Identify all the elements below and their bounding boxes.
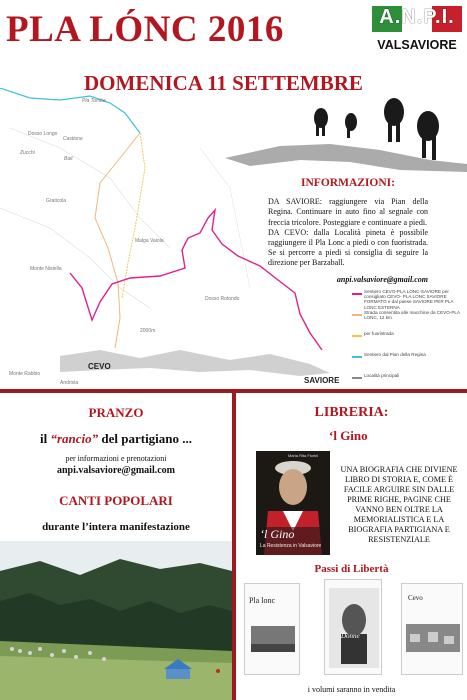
directions-saviore: DA SAVIORE: raggiungere via Pian della Regina. Continuare in auto fino al segnale con freccia tricolore. Posteggiare e continuare a piedi. <box>268 197 428 227</box>
legend-item <box>352 373 464 388</box>
contact-email[interactable]: anpi.valsaviore@gmail.com <box>336 274 428 284</box>
meadow-photo <box>0 541 232 700</box>
route-cars <box>95 133 140 348</box>
legend-item <box>352 289 464 310</box>
pranzo-title: PRANZO <box>88 405 144 420</box>
biography-description: UNA BIOGRAFIA CHE DIVIENE LIBRO DI STORIA E, COME È FACILE ARGUIRE SIN DALLE PRIME RIGHE, PAGINE CHE VANNO BEN OLTRE LA MEMORIALISTICA E LA BIOGRAFIA PARTIGIANA E RESISTENZIALE <box>340 465 458 544</box>
map-label: Pla Tombe <box>82 98 106 104</box>
book-cover-gino <box>256 451 330 555</box>
durante-text: durante l’intera manifestazione <box>42 521 190 533</box>
legend-label: Sentiero dal Pian della Regina <box>364 352 426 357</box>
map-label: Graticola <box>46 198 67 204</box>
book-author: Maria Rita Fiorini <box>288 453 319 458</box>
town-cevo: CEVO <box>88 362 111 371</box>
book-cover-donne <box>324 579 382 675</box>
gino-title: ‘l Gino <box>329 428 368 443</box>
legend-item <box>352 352 464 367</box>
pranzo-section <box>0 393 232 700</box>
anpi-logo-text: A.N.P.I. <box>379 6 455 28</box>
book-title: Pla lonc <box>249 596 275 605</box>
legend-label: Sentiero CEVO-PLA LONC-SAVIORE per consigliato CEVO- PLA LONC SAVIORE FORMATO e dal paese SAVIORE PER PLA LONC ESTERNA <box>364 289 454 310</box>
book-title: Cevo <box>408 594 423 602</box>
book-title: Donne <box>341 632 360 640</box>
informazioni-block <box>268 178 428 285</box>
prenotazioni-text: per informazioni e prenotazioni <box>65 454 167 463</box>
map-label: Monte Nistella <box>30 266 62 272</box>
legend-swatch <box>352 377 362 379</box>
map-label: Bait <box>64 156 73 162</box>
legend-swatch <box>352 356 362 358</box>
informazioni-title: INFORMAZIONI: <box>301 177 395 189</box>
pranzo-email[interactable]: anpi.valsaviore@gmail.com <box>56 465 175 476</box>
poster-title: PLA LÓNC 2016 <box>6 9 284 50</box>
town-saviore: SAVIORE <box>304 376 340 385</box>
legend-swatch <box>352 314 362 316</box>
libreria-section <box>236 393 467 700</box>
legend-label: Strada consentita alle macchine da CEVO-PLA LONC, 12 km <box>364 310 460 321</box>
anpi-logo <box>372 4 462 62</box>
route-offroad <box>122 133 145 298</box>
legend-item <box>352 310 464 325</box>
legend-label: per fuoristrada <box>364 331 394 336</box>
libreria-title: LIBRERIA: <box>314 405 389 420</box>
map-label: 2000m <box>140 328 156 334</box>
book-cover-subtitle: La Resistenza in Valsaviore <box>260 543 322 549</box>
map-label: Malga Vaiola <box>135 238 164 244</box>
anpi-logo-subtitle: VALSAVIORE <box>377 38 457 52</box>
legend-item <box>352 331 464 346</box>
map-label: Castione <box>63 136 83 142</box>
event-date: DOMENICA 11 SETTEMBRE <box>84 71 363 95</box>
map-label: Monte Rabbio <box>9 371 41 377</box>
book-cover-cevo <box>401 583 463 675</box>
legend-label: Località principali <box>364 373 400 378</box>
legend-swatch <box>352 335 362 337</box>
passi-title: Passi di Libertà <box>314 563 389 575</box>
map-label: Dosso Longo <box>28 131 58 137</box>
map-label: Dosso Rotondo <box>205 296 240 302</box>
map-label: Zucchi <box>20 150 35 156</box>
rancio-line: il “rancio” del partigiano ... <box>39 431 193 446</box>
vendita-note: i volumi saranno in vendita <box>307 685 396 694</box>
book-cover-title: ‘l Gino <box>260 527 295 541</box>
legend-swatch <box>352 293 362 295</box>
map-legend <box>352 289 464 394</box>
book-cover-pla-lonc <box>244 583 300 675</box>
canti-title: CANTI POPOLARI <box>59 493 173 508</box>
directions-cevo: DA CEVO: dalla Località pineta è possibile raggiungere il Pla Lonc a piedi o con fuoristrada. Se si percorre a piedi si consiglia di seguire la direzione per Barzaball. <box>268 227 428 268</box>
map-label: Andrista <box>60 380 79 386</box>
route-pian-regina <box>0 88 140 133</box>
